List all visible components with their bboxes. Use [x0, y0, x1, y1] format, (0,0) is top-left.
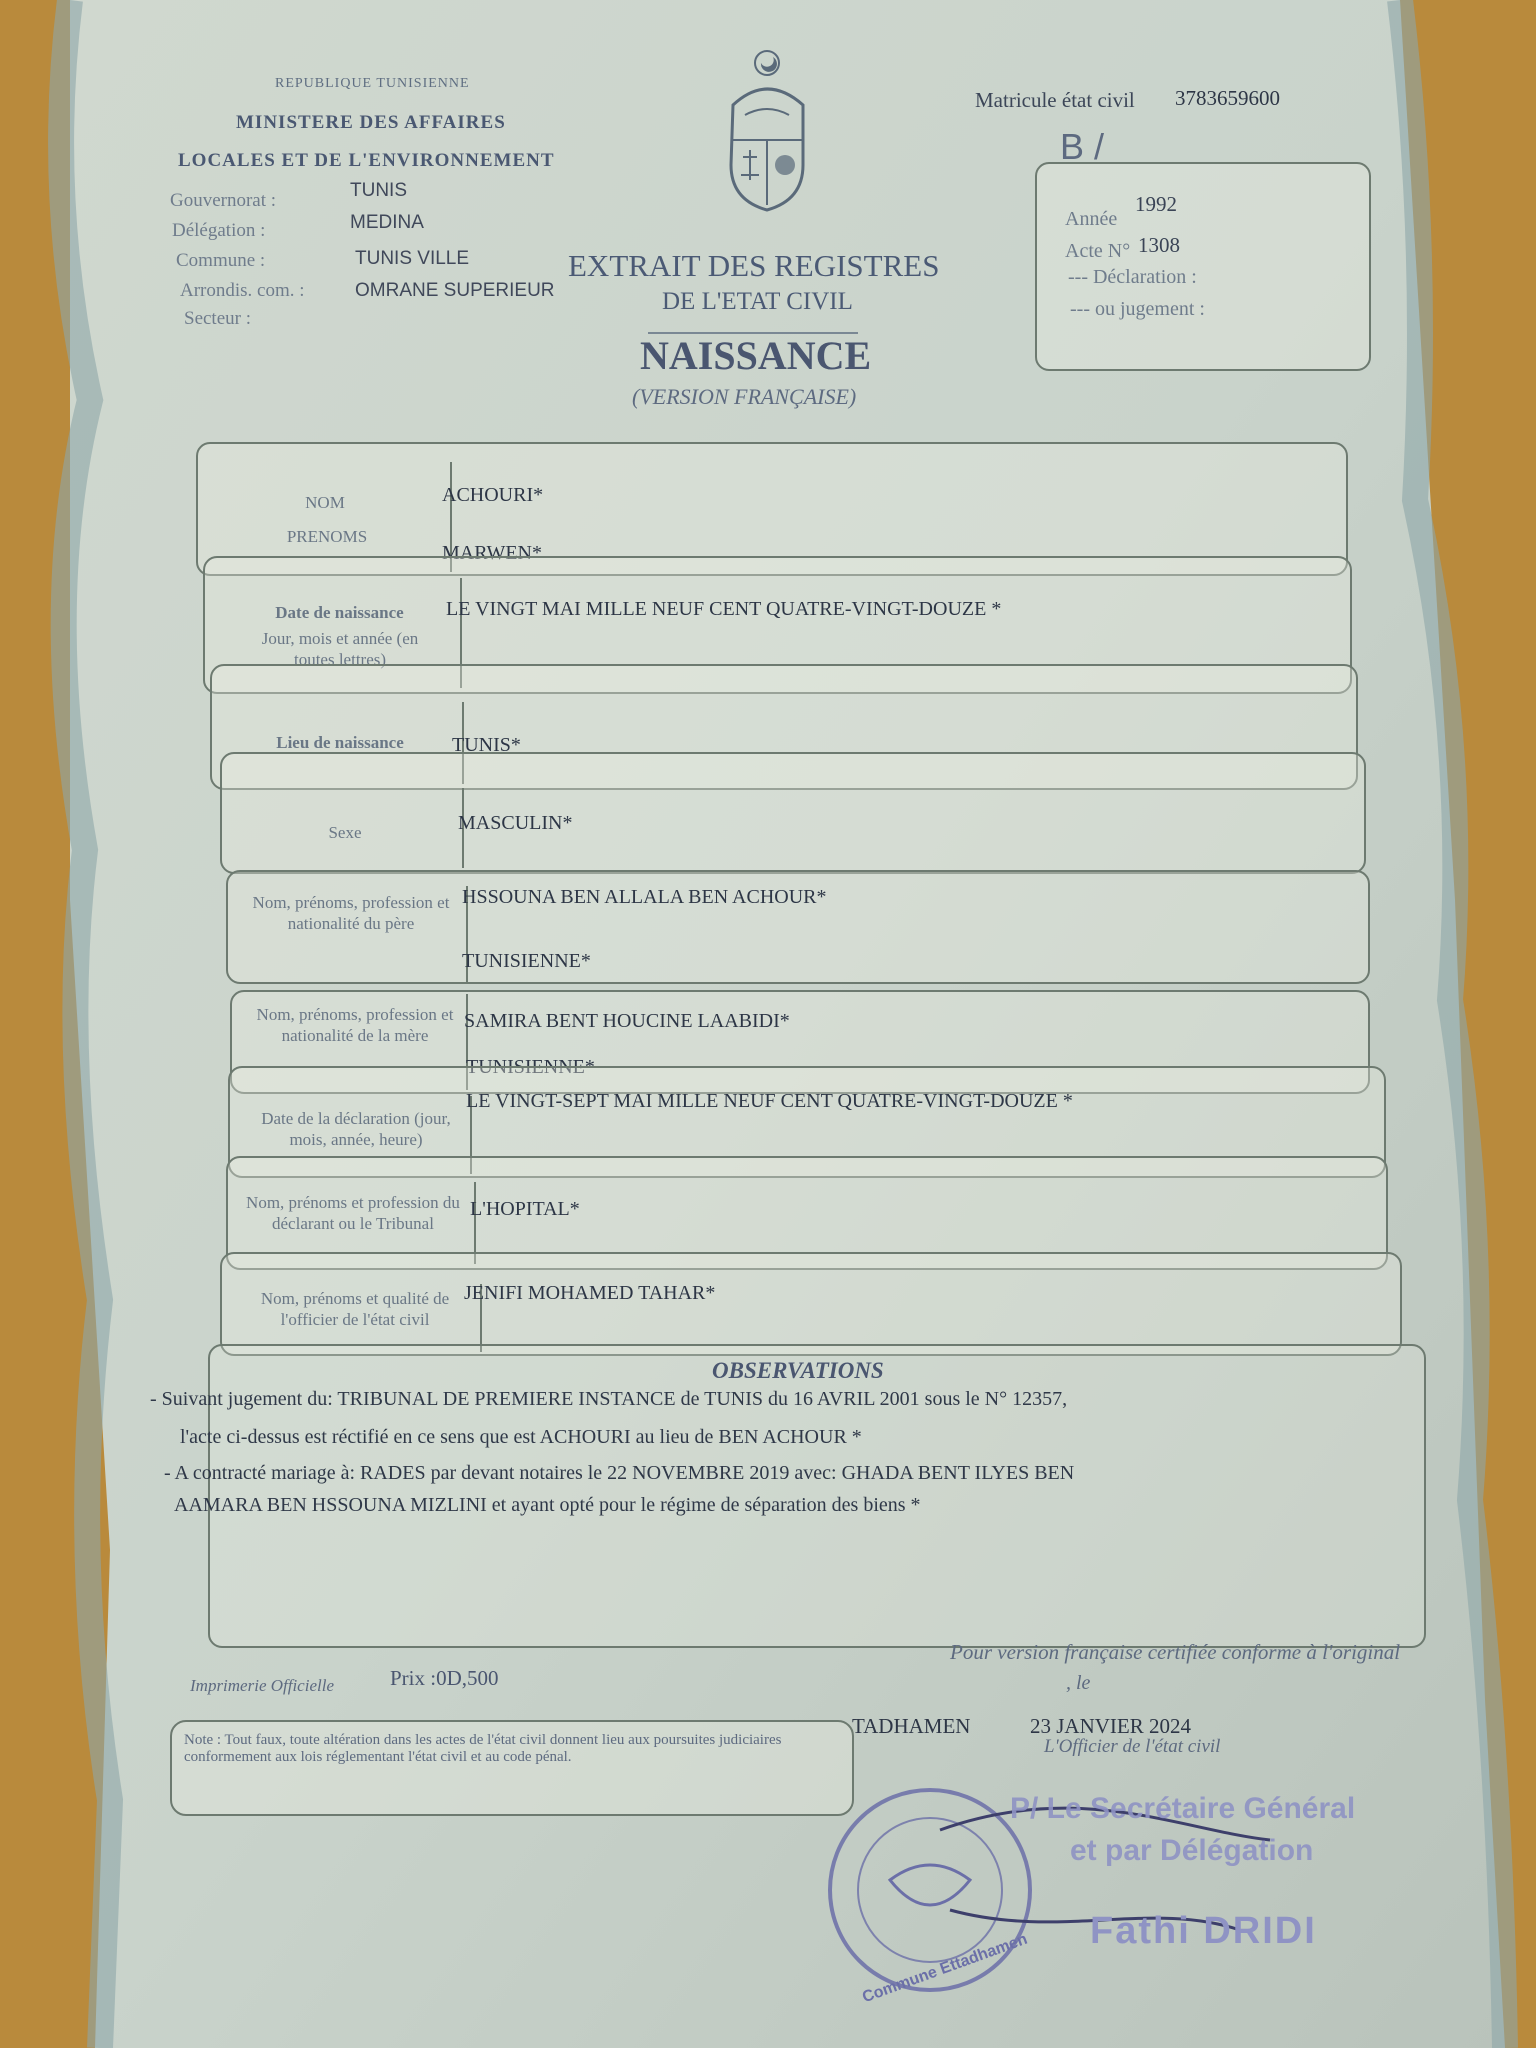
series-letter: B /	[1060, 126, 1105, 167]
imprimerie-label: Imprimerie Officielle	[190, 1676, 334, 1695]
stamp-line1: P/ Le Secrétaire Général	[1010, 1792, 1356, 1825]
father-value-name: HSSOUNA BEN ALLALA BEN ACHOUR*	[462, 886, 827, 908]
observation-line1: - Suivant jugement du: TRIBUNAL DE PREMIERE INSTANCE de TUNIS du 16 AVRIL 2001 sous le N° 12357,	[150, 1388, 1068, 1410]
arrondissement-label: Arrondis. com. :	[180, 280, 305, 301]
declarant-value: L'HOPITAL*	[470, 1198, 580, 1220]
field-box-sex	[220, 752, 1366, 874]
observation-line2: l'acte ci-dessus est réctifié en ce sens que est ACHOURI au lieu de BEN ACHOUR *	[180, 1426, 862, 1448]
sex-label: Sexe	[328, 823, 362, 842]
ministry-line2: LOCALES ET DE L'ENVIRONNEMENT	[178, 150, 555, 171]
declaration-date-value: LE VINGT-SEPT MAI MILLE NEUF CENT QUATRE-VINGT-DOUZE *	[466, 1090, 1073, 1112]
delegation-label: Délégation :	[172, 220, 266, 241]
delegation-value: MEDINA	[350, 212, 424, 233]
title-line2: DE L'ETAT CIVIL	[662, 288, 853, 315]
signatory-name: Fathi DRIDI	[1090, 1910, 1317, 1952]
jugement-box-label: --- ou jugement :	[1070, 298, 1205, 320]
birth-date-label: Date de naissance	[275, 603, 404, 622]
matricule-label: Matricule état civil	[975, 88, 1135, 112]
arrondissement-value: OMRANE SUPERIEUR	[355, 280, 555, 301]
prenoms-value: MARWEN*	[442, 542, 542, 564]
birth-place-label: Lieu de naissance	[276, 733, 404, 752]
secteur-label: Secteur :	[184, 308, 252, 329]
mother-value-name: SAMIRA BENT HOUCINE LAABIDI*	[464, 1010, 790, 1032]
annee-value: 1992	[1135, 192, 1177, 216]
price-label: Prix :0D,500	[390, 1666, 499, 1690]
officer-signature-label: L'Officier de l'état civil	[1044, 1736, 1221, 1757]
issue-date: 23 JANVIER 2024	[1030, 1714, 1191, 1738]
mother-value-nationality: TUNISIENNE*	[466, 1056, 595, 1078]
gouvernorat-label: Gouvernorat :	[170, 190, 277, 211]
mother-label: Nom, prénoms, profession et nationalité de la mère	[256, 1005, 454, 1045]
commune-label: Commune :	[176, 250, 266, 271]
matricule-value: 3783659600	[1175, 86, 1280, 110]
birth-date-value: LE VINGT MAI MILLE NEUF CENT QUATRE-VINGT-DOUZE *	[446, 598, 1002, 620]
declaration-date-label: Date de la déclaration (jour, mois, année, heure)	[261, 1109, 451, 1149]
seal-text: Commune Ettadhamen	[860, 1930, 1030, 2007]
acte-label: Acte N°	[1065, 240, 1131, 262]
declarant-label: Nom, prénoms et profession du déclarant ou le Tribunal	[246, 1193, 460, 1233]
issue-place: TADHAMEN	[852, 1714, 971, 1738]
annee-label: Année	[1065, 208, 1118, 230]
prenoms-label: PRENOMS	[286, 527, 368, 546]
observations-title: OBSERVATIONS	[712, 1358, 884, 1383]
father-value-nationality: TUNISIENNE*	[462, 950, 591, 972]
stamp-line2: et par Délégation	[1070, 1834, 1314, 1867]
acte-value: 1308	[1138, 233, 1180, 257]
sex-value: MASCULIN*	[458, 812, 573, 834]
officer-label: Nom, prénoms et qualité de l'officier de l'état civil	[260, 1289, 450, 1329]
certification-text: Pour version française certifiée conforme à l'original	[950, 1640, 1401, 1664]
gouvernorat-value: TUNIS	[350, 180, 407, 201]
officer-value: JENIFI MOHAMED TAHAR*	[464, 1282, 716, 1304]
father-label: Nom, prénoms, profession et nationalité du père	[252, 893, 450, 933]
coat-of-arms-emblem	[715, 45, 820, 215]
nom-label: NOM	[305, 493, 345, 512]
commune-value: TUNIS VILLE	[355, 248, 470, 269]
birth-date-sublabel: Jour, mois et année (en toutes lettres)	[261, 629, 419, 669]
title-sub: (VERSION FRANÇAISE)	[632, 384, 857, 409]
observation-line4: AAMARA BEN HSSOUNA MIZLINI et ayant opté pour le régime de séparation des biens *	[174, 1494, 921, 1516]
republic-label: REPUBLIQUE TUNISIENNE	[275, 76, 470, 91]
date-prefix: , le	[1066, 1672, 1091, 1694]
birth-place-value: TUNIS*	[452, 734, 521, 756]
legal-note: Note : Tout faux, toute altération dans les actes de l'état civil donnent lieu aux poursuites judiciaires conformement aux lois réglementant l'état civil et au code pénal.	[184, 1732, 782, 1765]
declaration-box-label: --- Déclaration :	[1068, 266, 1197, 288]
title-line1: EXTRAIT DES REGISTRES	[568, 248, 940, 283]
title-main: NAISSANCE	[640, 333, 872, 378]
observation-line3: - A contracté mariage à: RADES par devant notaires le 22 NOVEMBRE 2019 avec: GHADA BENT ILYES BEN	[164, 1462, 1075, 1484]
ministry-line1: MINISTERE DES AFFAIRES	[236, 112, 506, 133]
nom-value: ACHOURI*	[442, 484, 544, 506]
